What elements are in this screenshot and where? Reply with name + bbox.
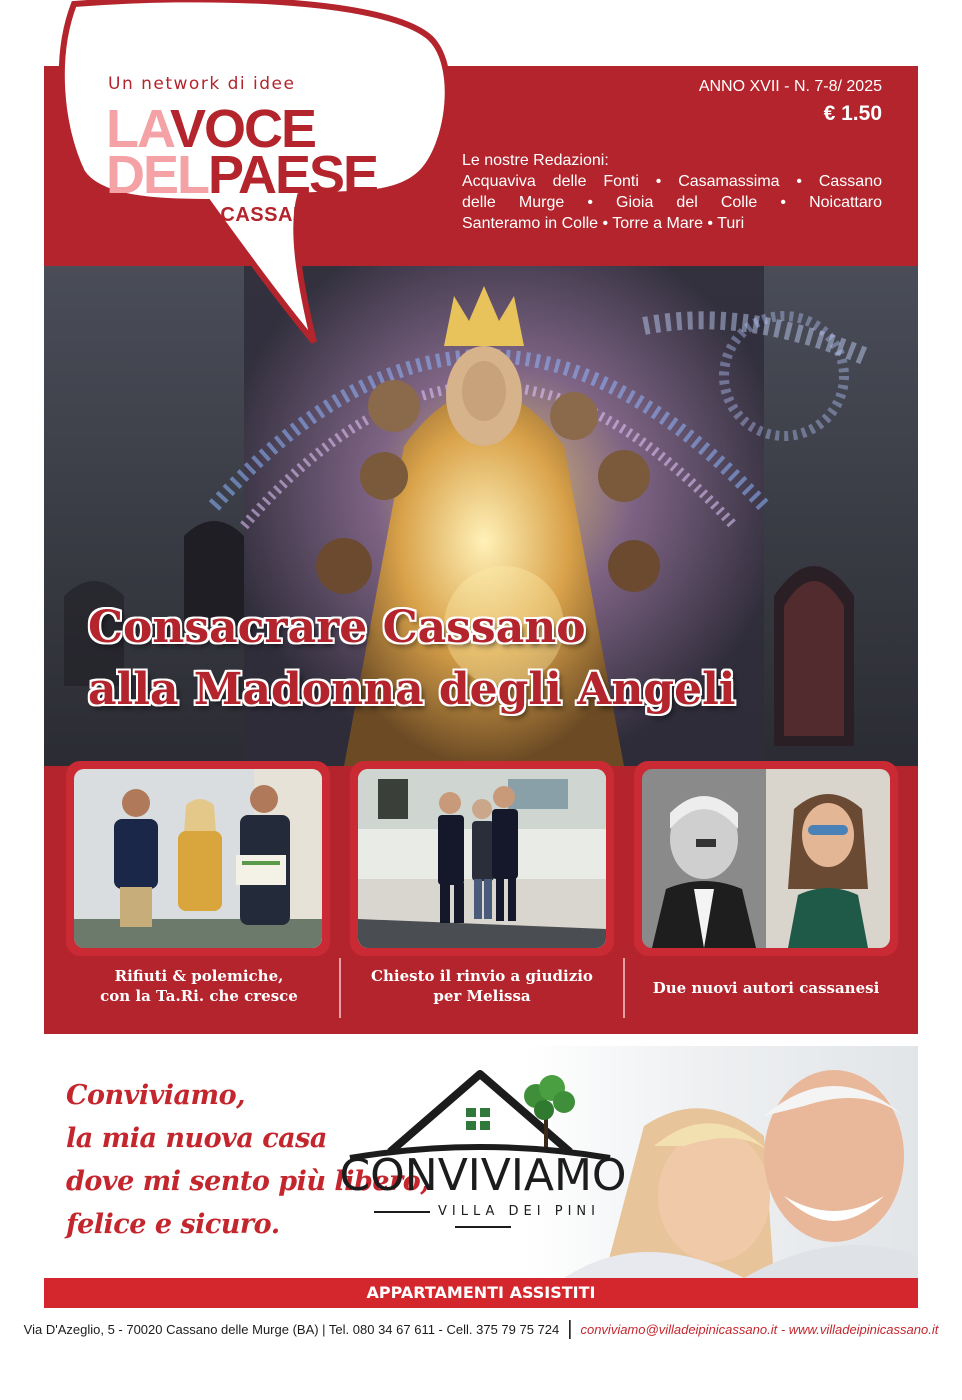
redazioni-block — [462, 150, 882, 234]
redazioni-line-2: delle Murge • Gioia del Colle • Noicattaro — [462, 194, 882, 211]
main-headline-line-1[interactable]: Consacrare Cassano — [88, 602, 586, 653]
story-caption-autori[interactable] — [631, 978, 901, 998]
masthead-tagline: Un network di idee — [108, 74, 296, 94]
ad-contact-line — [23, 1317, 939, 1340]
story-card-melissa[interactable] — [350, 761, 614, 956]
ad-service-bar: APPARTAMENTI ASSISTITI — [44, 1278, 918, 1308]
caption-divider-2 — [623, 958, 625, 1018]
ad-slogan-line: felice e sicuro. — [66, 1209, 280, 1240]
story-caption-melissa[interactable] — [347, 966, 617, 1006]
edition-line-2: MURGE — [321, 226, 398, 248]
ad-contact-separator: | — [567, 1317, 573, 1340]
story-card-rifiuti[interactable] — [66, 761, 330, 956]
ad-slogan-line: la mia nuova casa — [66, 1123, 327, 1154]
caption-line: per Melissa — [433, 987, 531, 1005]
logo-line-2 — [106, 145, 378, 205]
ad-brand-name: CONVIVIAMO — [339, 1150, 627, 1201]
story-photo-melissa — [358, 769, 606, 948]
ad-slogan-line: dove mi sento più libero, — [66, 1166, 430, 1197]
issue-number: ANNO XVII - N. 7-8/ 2025 — [698, 78, 882, 95]
story-card-autori[interactable] — [634, 761, 898, 956]
redazioni-line-3: Santeramo in Colle • Torre a Mare • Turi — [462, 215, 745, 232]
logo-del: DEL — [106, 145, 208, 205]
story-caption-rifiuti[interactable] — [64, 966, 334, 1006]
ad-slogan-line: Conviviamo, — [66, 1080, 245, 1111]
main-headline-line-2[interactable]: alla Madonna degli Angeli — [88, 664, 736, 715]
issue-price: € 1.50 — [823, 102, 882, 125]
edition-line-1: CASSANO DELLE — [220, 204, 398, 226]
logo-voce: VOCE — [169, 99, 316, 159]
house-logo-icon — [330, 1066, 630, 1162]
story-photo-autori — [642, 769, 890, 948]
redazioni-title: Le nostre Redazioni: — [462, 152, 609, 169]
ad-contact-web[interactable]: conviviamo@villadeipinicassano.it - www.villadeipinicassano.it — [580, 1321, 939, 1337]
caption-line: Due nuovi autori cassanesi — [652, 979, 880, 997]
logo-la: LA — [106, 99, 170, 159]
logo-paese: PAESE — [208, 145, 378, 205]
ad-contact-address: Via D'Azeglio, 5 - 70020 Cassano delle Murge (BA) | Tel. 080 34 67 611 - Cell. 375 79 75 724 — [23, 1321, 560, 1337]
story-photo-rifiuti — [74, 769, 322, 948]
ad-brand-subtitle: VILLA DEI PINI — [334, 1204, 632, 1234]
caption-line: Rifiuti & polemiche, — [114, 967, 284, 985]
caption-line: Chiesto il rinvio a giudizio — [371, 967, 593, 985]
caption-line: con la Ta.Ri. che cresce — [100, 987, 298, 1005]
caption-divider-1 — [339, 958, 341, 1018]
redazioni-line-1: Acquaviva delle Fonti • Casamassima • Cassano — [462, 173, 882, 190]
